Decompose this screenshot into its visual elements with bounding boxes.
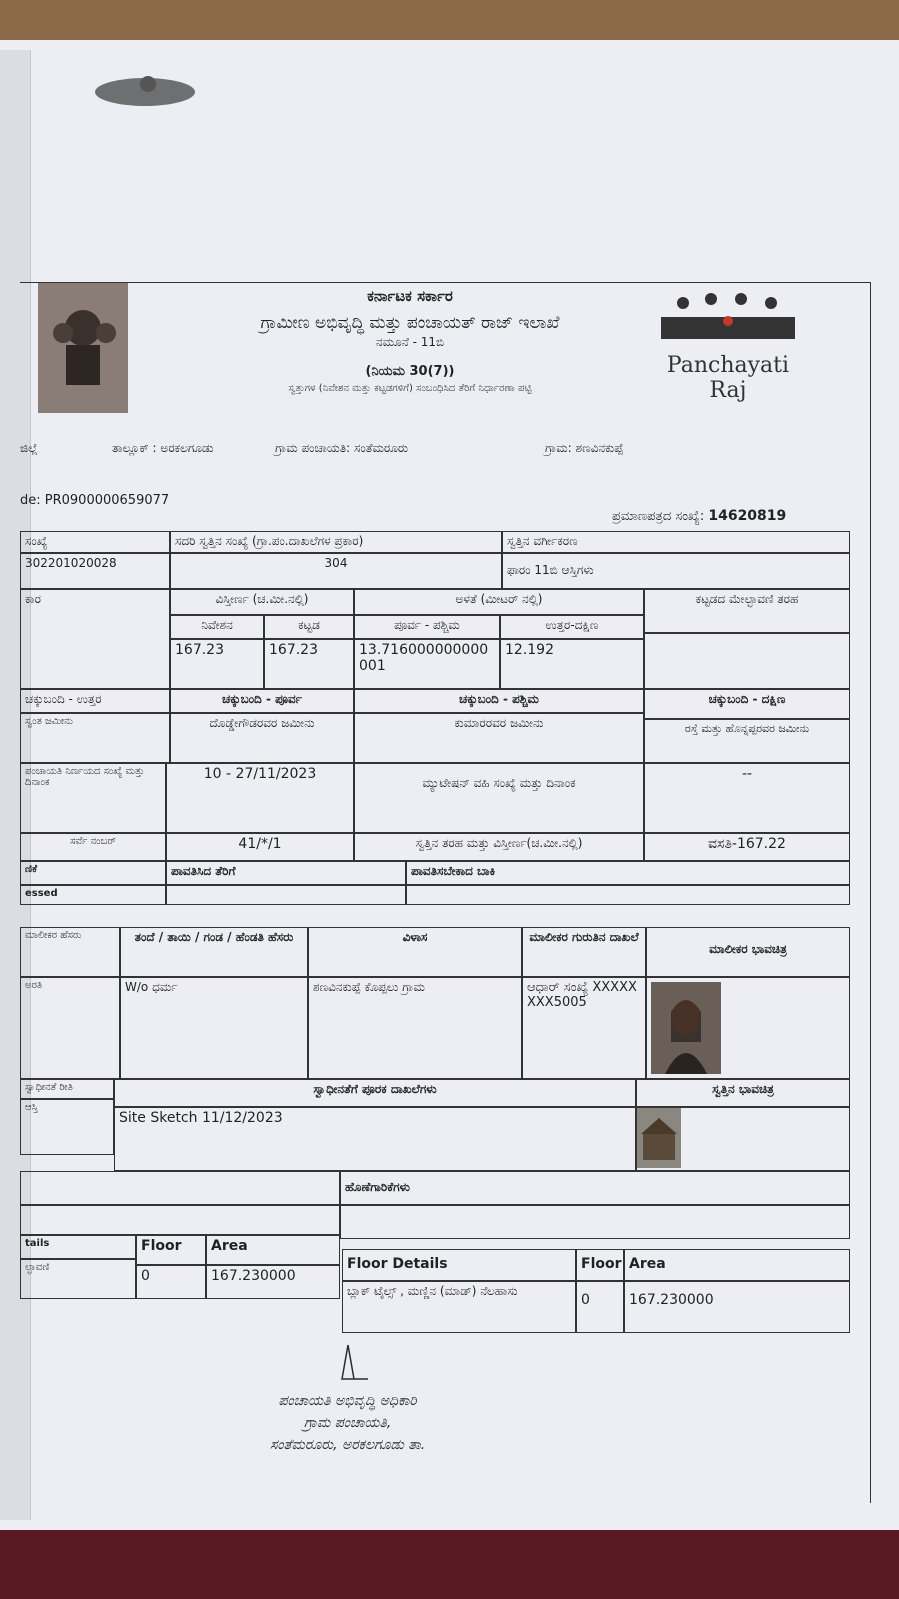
property-photo — [637, 1108, 681, 1168]
desk-background-bottom — [0, 1530, 899, 1599]
certificate-label: ಪ್ರಮಾಣಪತ್ರದ ಸಂಖ್ಯೆ: — [612, 509, 705, 524]
possession-label: ಸ್ವಾಧೀನತೆ ರೀತಿ — [20, 1079, 114, 1099]
tax-label: ಣಿಕೆ — [20, 861, 166, 885]
property-code: de: PR0900000659077 — [20, 493, 170, 508]
site-label: ನಿವೇಶನ — [170, 615, 264, 639]
north-south-value: 12.192 — [500, 639, 644, 689]
boundary-east: ದೊಡ್ಡೇಗೌಡರವರ ಜಮೀನು — [170, 713, 354, 763]
boundary-west-label: ಚಕ್ಕುಬಂದಿ - ಪಶ್ಚಿಮ — [354, 689, 644, 713]
owner-photo-label: ಮಾಲೀಕರ ಭಾವಚಿತ್ರ — [646, 927, 850, 977]
owner-photo-icon — [651, 982, 721, 1074]
owner-address: ಶಣವಿನಕುಪ್ಪೆ ಕೊಪ್ಪಲು ಗ್ರಾಮ — [308, 977, 522, 1079]
survey-label: ಸರ್ವೆ ನಂಬರ್ — [20, 833, 166, 861]
certificate-value: 14620819 — [708, 508, 787, 524]
owner-photo-cell — [646, 977, 850, 1079]
floor-right-area-value: 167.230000 — [624, 1281, 850, 1333]
liabilities-value — [340, 1205, 850, 1239]
floor-right-area-label: Area — [624, 1249, 850, 1281]
owner-name-label: ಮಾಲೀಕರ ಹೆಸರು — [20, 927, 120, 977]
measurement-label: ಅಳತೆ (ಮೀಟರ್ ನಲ್ಲಿ) — [354, 589, 644, 615]
form-number: ನಮೂನೆ - 11ಬಿ — [375, 335, 445, 349]
tax-due-value — [406, 885, 850, 905]
building-value: 167.23 — [264, 639, 354, 689]
possession-type: ಆಸ್ತಿ — [20, 1099, 114, 1155]
floor-left-area-value: 167.230000 — [206, 1265, 340, 1299]
floor-left-floor-label: Floor — [136, 1235, 206, 1265]
document-header — [170, 287, 650, 394]
boundary-west: ಕುಮಾರರವರ ಜಮೀನು — [354, 713, 644, 763]
owner-name: ಅರತಿ — [20, 977, 120, 1079]
property-type-label: ಸ್ವತ್ತಿನ ತರಹ ಮತ್ತು ವಿಸ್ತೀರ್ಣ(ಚ.ಮೀ.ನಲ್ಲಿ) — [354, 833, 644, 861]
resolution-label: ಪಂಚಾಯತಿ ನಿರ್ಣಯದ ಸಂಖ್ಯೆ ಮತ್ತು ದಿನಾಂಕ — [20, 763, 166, 833]
classification-value: ಫಾರಂ 11ಬಿ ಆಸ್ತಿಗಳು — [502, 553, 850, 589]
east-west-label: ಪೂರ್ವ - ಪಶ್ಚಿಮ — [354, 615, 500, 639]
signature-line-2: ಗ್ರಾಮ ಪಂಚಾಯತಿ, — [303, 1415, 392, 1431]
signature-mark-icon — [318, 1343, 378, 1383]
boundary-east-label: ಚಕ್ಕುಬಂದಿ - ಪೂರ್ವ — [170, 689, 354, 713]
gram-panchayat: ಗ್ರಾಮ ಪಂಚಾಯತಿ: ಸಂತೆಮರೂರು — [275, 441, 409, 455]
area-type-label: ಕಾರ — [20, 589, 170, 689]
rule-number: (ನಿಯಮ 30(7)) — [365, 364, 455, 379]
property-certificate — [20, 282, 871, 1503]
boundary-north: ಸ್ವಂತ ಜಮೀನು — [20, 713, 170, 763]
liabilities-label: ಹೊಣೆಗಾರಿಕೆಗಳು — [340, 1171, 850, 1205]
resolution-value: 10 - 27/11/2023 — [166, 763, 354, 833]
karnataka-emblem-icon — [38, 283, 128, 413]
liabilities-left — [20, 1171, 340, 1205]
id-value: 302201020028 — [20, 553, 170, 589]
property-number-label: ಸದರಿ ಸ್ವತ್ತಿನ ಸಂಖ್ಯೆ (ಗ್ರಾ.ಪಂ.ದಾಖಲೆಗಳ ಪ್ರಕಾರ) — [170, 531, 502, 553]
state-title: ಕರ್ನಾಟಕ ಸರ್ಕಾರ — [367, 287, 453, 305]
panchayati-raj-logo-icon — [653, 293, 803, 345]
tax-due-label: ಪಾವತಿಸಬೇಕಾದ ಬಾಕಿ — [406, 861, 850, 885]
boundary-north-label: ಚಕ್ಕುಬಂದಿ - ಉತ್ತರ — [20, 689, 170, 713]
liabilities-left-value — [20, 1205, 340, 1235]
property-type-value: ವಸತಿ-167.22 — [644, 833, 850, 861]
floor-left-area-label: Area — [206, 1235, 340, 1265]
property-number-value: 304 — [170, 553, 502, 589]
owner-id-value: ಆಧಾರ್ ಸಂಖ್ಯೆ XXXXXXXX5005 — [522, 977, 646, 1079]
assessed-label: essed — [20, 885, 166, 905]
signature-line-1: ಪಂಚಾಯತಿ ಅಭಿವೃದ್ಧಿ ಅಧಿಕಾರಿ — [278, 1393, 417, 1409]
top-emblem-icon — [90, 70, 200, 110]
floor-details-value: ಬ್ಲಾಕ್ ಟೈಲ್ಸ್ , ಮಣ್ಣಿನ (ಮಾಡ್) ನೆಲಹಾಸು — [342, 1281, 576, 1333]
north-south-label: ಉತ್ತರ-ದಕ್ಷಿಣ — [500, 615, 644, 639]
certificate-number — [612, 508, 786, 524]
panchayati-raj-logo — [648, 293, 808, 403]
extent-label: ವಿಸ್ತೀರ್ಣ (ಚ.ಮೀ.ನಲ್ಲಿ) — [170, 589, 354, 615]
east-west-value: 13.716000000000001 — [354, 639, 500, 689]
floor-section-label: tails — [20, 1235, 136, 1259]
taluk: ತಾಲ್ಲೂಕ್ : ಅರಕಲಗೂಡು — [112, 441, 214, 455]
roof-type-label: ಕಟ್ಟಡದ ಮೇಲ್ಛಾವಣಿ ತರಹ — [644, 589, 850, 633]
relation-label: ತಂದೆ / ತಾಯಿ / ಗಂಡ / ಹೆಂಡತಿ ಹೆಸರು — [120, 927, 308, 977]
property-photo-icon — [637, 1108, 681, 1168]
floor-left-floor-value: 0 — [136, 1265, 206, 1299]
address-label: ವಿಳಾಸ — [308, 927, 522, 977]
possession-docs-label: ಸ್ವಾಧೀನತೆಗೆ ಪೂರಕ ದಾಖಲೆಗಳು — [114, 1079, 636, 1107]
floor-right-floor-label: Floor — [576, 1249, 624, 1281]
village: ಗ್ರಾಮ: ಶಣವಿನಕುಪ್ಪೆ — [545, 441, 624, 455]
classification-label: ಸ್ವತ್ತಿನ ವರ್ಗೀಕರಣ — [502, 531, 850, 553]
tax-paid-label: ಪಾವತಿಸಿದ ತೆರಿಗೆ — [166, 861, 406, 885]
boundary-south: ರಸ್ತೆ ಮತ್ತು ಹೊನ್ನಪ್ಪರವರ ಜಮೀನು — [644, 719, 850, 763]
roof-label: ಲ್ಛಾವಣಿ — [20, 1259, 136, 1299]
site-value: 167.23 — [170, 639, 264, 689]
id-label: ಸಂಖ್ಯೆ — [20, 531, 170, 553]
document-subtitle: ಸ್ವತ್ತುಗಳ (ನಿವೇಶನ ಮತ್ತು ಕಟ್ಟಡಗಳಿಗೆ) ಸಂಬಂಧಿಸಿದ ತೆರಿಗೆ ನಿರ್ಧಾರಣಾ ಪಟ್ಟಿ — [288, 383, 532, 394]
building-label: ಕಟ್ಟಡ — [264, 615, 354, 639]
boundary-south-label: ಚಕ್ಕುಬಂದಿ - ದಕ್ಷಿಣ — [644, 689, 850, 719]
tax-paid-value — [166, 885, 406, 905]
mutation-label: ಮ್ಯುಟೇಷನ್ ವಹಿ ಸಂಖ್ಯೆ ಮತ್ತು ದಿನಾಂಕ — [354, 763, 644, 833]
property-photo-cell — [636, 1107, 850, 1171]
officer-signature — [270, 1343, 425, 1456]
owner-photo — [651, 982, 721, 1074]
roof-type-value — [644, 633, 850, 689]
relation-name: W/o ಧರ್ಮ — [120, 977, 308, 1079]
survey-value: 41/*/1 — [166, 833, 354, 861]
signature-line-3: ಸಂತೆಮರೂರು, ಅರಕಲಗೂಡು ತಾ. — [270, 1437, 426, 1453]
floor-details-label: Floor Details — [342, 1249, 576, 1281]
logo-text: Panchayati Raj — [666, 353, 790, 403]
property-photo-label: ಸ್ವತ್ತಿನ ಭಾವಚಿತ್ರ — [636, 1079, 850, 1107]
department-title: ಗ್ರಾಮೀಣ ಅಭಿವೃದ್ಧಿ ಮತ್ತು ಪಂಚಾಯತ್ ರಾಜ್ ಇಲಾಖೆ — [260, 313, 560, 333]
owner-id-label: ಮಾಲೀಕರ ಗುರುತಿನ ದಾಖಲೆ — [522, 927, 646, 977]
district-label: ಜಿಲ್ಲೆ — [20, 441, 38, 455]
mutation-value: -- — [644, 763, 850, 833]
floor-right-floor-value: 0 — [576, 1281, 624, 1333]
possession-docs-value: Site Sketch 11/12/2023 — [114, 1107, 636, 1171]
